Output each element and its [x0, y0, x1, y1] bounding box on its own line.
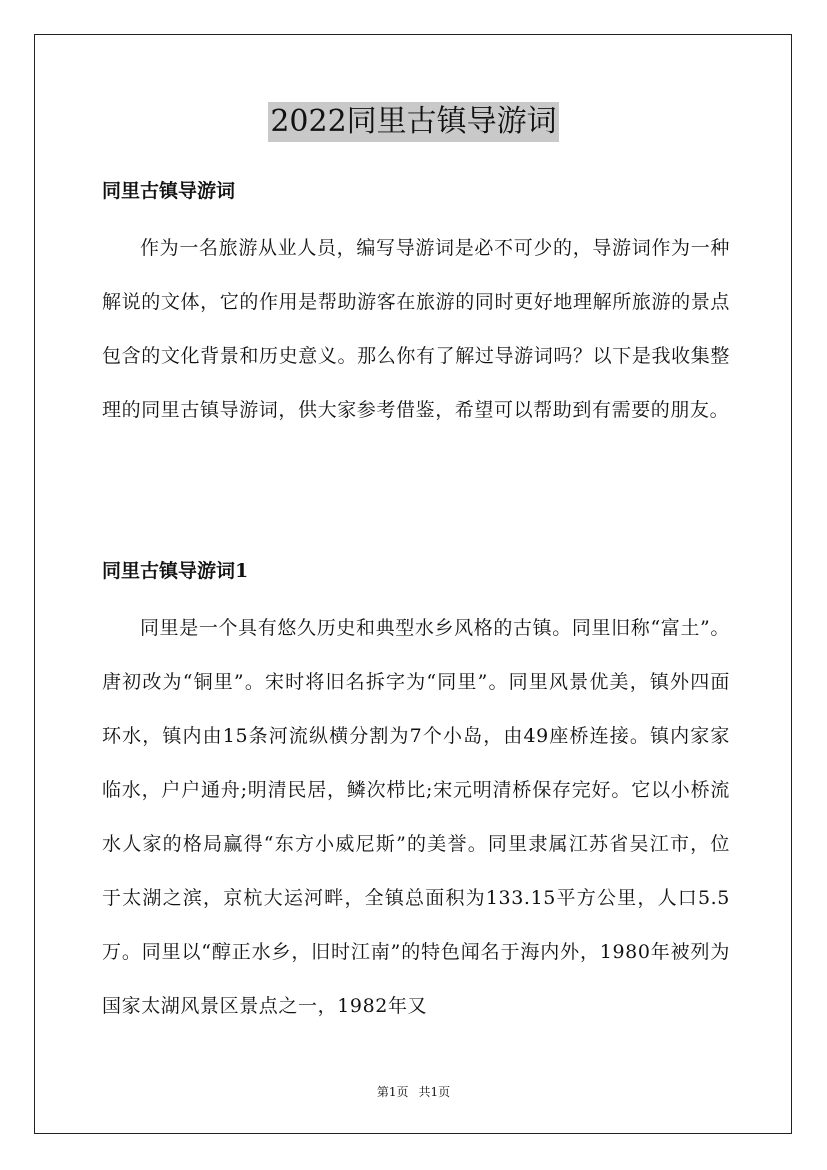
section-heading-1: 同里古镇导游词1: [102, 560, 249, 582]
page-number-total: 共1页: [418, 1085, 451, 1099]
page-number-current: 第1页: [376, 1085, 409, 1099]
intro-paragraph: 作为一名旅游从业人员，编写导游词是必不可少的，导游词作为一种解说的文体，它的作用是帮助游客在旅游的同时更好地理解所旅游的景点包含的文化背景和历史意义。那么你有了解过导游词吗？以下是我收集整理的同里古镇导游词，供大家参考借鉴，希望可以帮助到有需要的朋友。: [102, 237, 730, 421]
page-footer: [0, 1084, 827, 1100]
section-1-paragraph: 同里是一个具有悠久历史和典型水乡风格的古镇。同里旧称“富土”。唐初改为“铜里”。宋时将旧名拆字为“同里”。同里风景优美，镇外四面环水，镇内由15条河流纵横分割为7个小岛，由49座桥连接。镇内家家临水，户户通舟;明清民居，鳞次栉比;宋元明清桥保存完好。它以小桥流水人家的格局赢得“东方小威尼斯”的美誉。同里隶属江苏省吴江市，位于太湖之滨，京杭大运河畔，全镇总面积为133.15平方公里，人口5.5万。同里以“醇正水乡，旧时江南”的特色闻名于海内外，1980年被列为国家太湖风景区景点之一，1982年又: [102, 617, 730, 1017]
title-container: [0, 102, 827, 142]
section-heading-intro: 同里古镇导游词: [102, 180, 236, 202]
document-title: 2022同里古镇导游词: [268, 102, 558, 142]
